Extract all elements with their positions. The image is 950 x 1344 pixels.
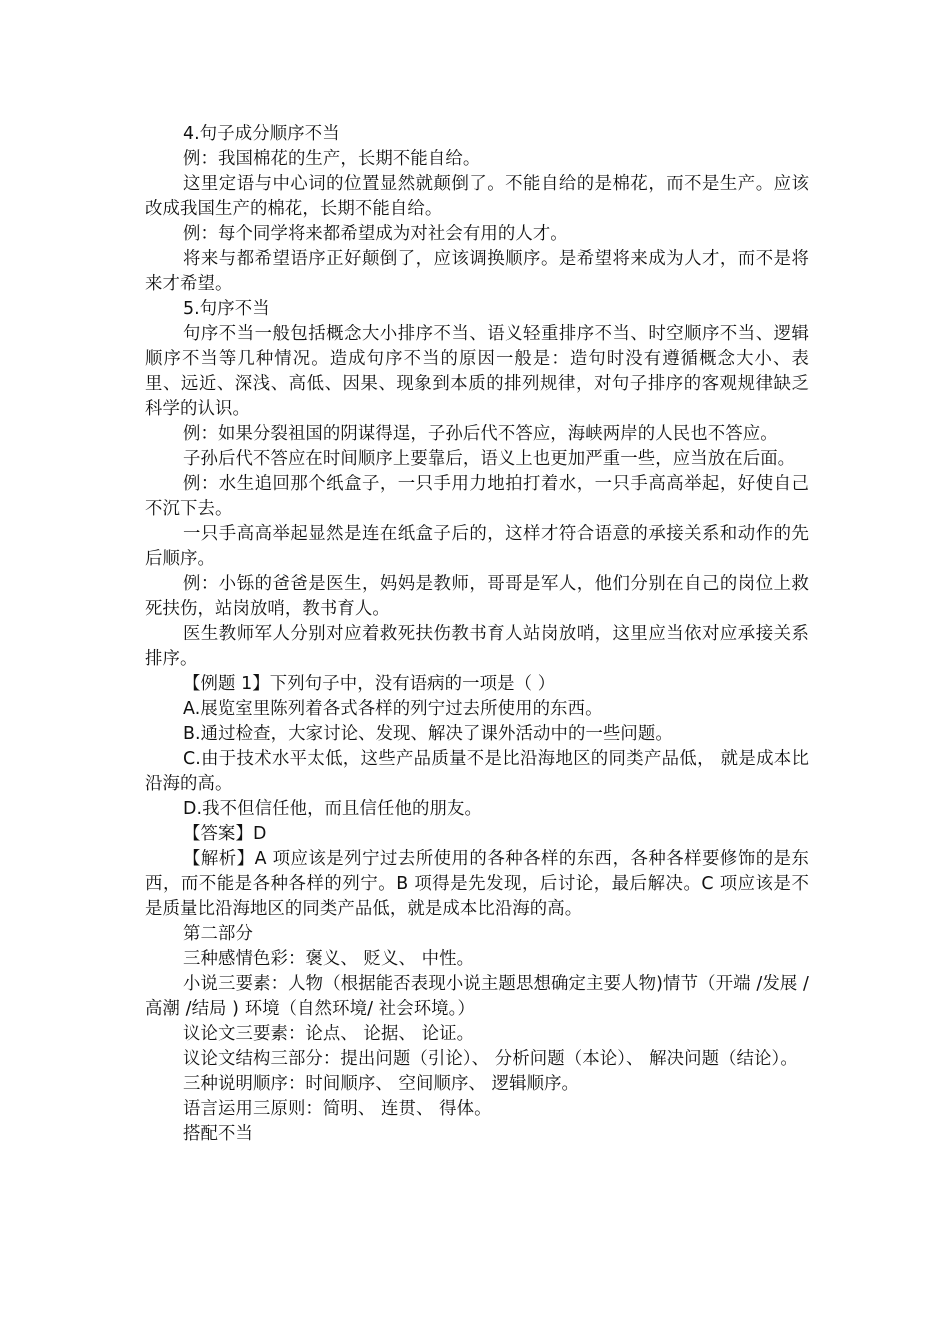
paragraph: 第二部分 [183,924,253,944]
paragraph: 三种说明顺序：时间顺序、 空间顺序、 逻辑顺序。 [183,1074,580,1094]
paragraph: 例：水生追回那个纸盒子，一只手用力地拍打着水，一只手高高举起，好使自己不沉下去。 [145,474,809,519]
paragraph: 子孙后代不答应在时间顺序上要靠后，语义上也更加严重一些，应当放在后面。 [183,449,796,469]
paragraph: 【解析】A 项应该是列宁过去所使用的各种各样的东西，各种各样要修饰的是东西，而不能是各种各样的列宁。B 项得是先发现，后讨论，最后解决。C 项应该是不是质量比沿海地区的同类产品低，就是成本比沿海的高。 [145,849,809,919]
paragraph: 例：我国棉花的生产，长期不能自给。 [183,149,481,169]
paragraph: 5.句序不当 [183,299,270,319]
paragraph: 议论文三要素：论点、 论据、 论证。 [183,1024,475,1044]
paragraph: A.展览室里陈列着各式各样的列宁过去所使用的东西。 [183,699,603,719]
paragraph: 一只手高高举起显然是连在纸盒子后的，这样才符合语意的承接关系和动作的先后顺序。 [145,524,809,569]
paragraph: C.由于技术水平太低，这些产品质量不是比沿海地区的同类产品低， 就是成本比沿海的高。 [145,749,809,794]
paragraph: 例：每个同学将来都希望成为对社会有用的人才。 [183,224,568,244]
paragraph: 议论文结构三部分：提出问题（引论）、 分析问题（本论）、 解决问题（结论）。 [183,1049,798,1069]
paragraph: 搭配不当 [183,1124,253,1144]
paragraph: B.通过检查，大家讨论、发现、解决了课外活动中的一些问题。 [183,724,673,744]
paragraph: 小说三要素：人物（根据能否表现小说主题思想确定主要人物)情节（开端 /发展 /高潮 /结局 ) 环境（自然环境/ 社会环境。） [145,974,809,1019]
paragraph: 例：如果分裂祖国的阴谋得逞，子孙后代不答应，海峡两岸的人民也不答应。 [183,424,778,444]
document-page [145,122,809,1147]
paragraph: D.我不但信任他，而且信任他的朋友。 [183,799,482,819]
paragraph: 句序不当一般包括概念大小排序不当、语义轻重排序不当、时空顺序不当、逻辑顺序不当等几种情况。造成句序不当的原因一般是：造句时没有遵循概念大小、表里、远近、深浅、高低、因果、现象到本质的排列规律，对句子排序的客观规律缺乏科学的认识。 [145,324,809,419]
paragraph: 医生教师军人分别对应着救死扶伤教书育人站岗放哨，这里应当依对应承接关系排序。 [145,624,809,669]
paragraph: 语言运用三原则：简明、 连贯、 得体。 [183,1099,492,1119]
paragraph: 【例题 1】下列句子中，没有语病的一项是（ ） [183,674,556,694]
paragraph: 【答案】D [183,824,267,844]
paragraph: 三种感情色彩：褒义、 贬义、 中性。 [183,949,475,969]
paragraph: 例：小铄的爸爸是医生，妈妈是教师，哥哥是军人，他们分别在自己的岗位上救死扶伤，站岗放哨，教书育人。 [145,574,809,619]
paragraph: 将来与都希望语序正好颠倒了，应该调换顺序。是希望将来成为人才，而不是将来才希望。 [145,249,809,294]
paragraph: 这里定语与中心词的位置显然就颠倒了。不能自给的是棉花，而不是生产。应该改成我国生产的棉花，长期不能自给。 [145,174,809,219]
paragraph: 4.句子成分顺序不当 [183,124,340,144]
